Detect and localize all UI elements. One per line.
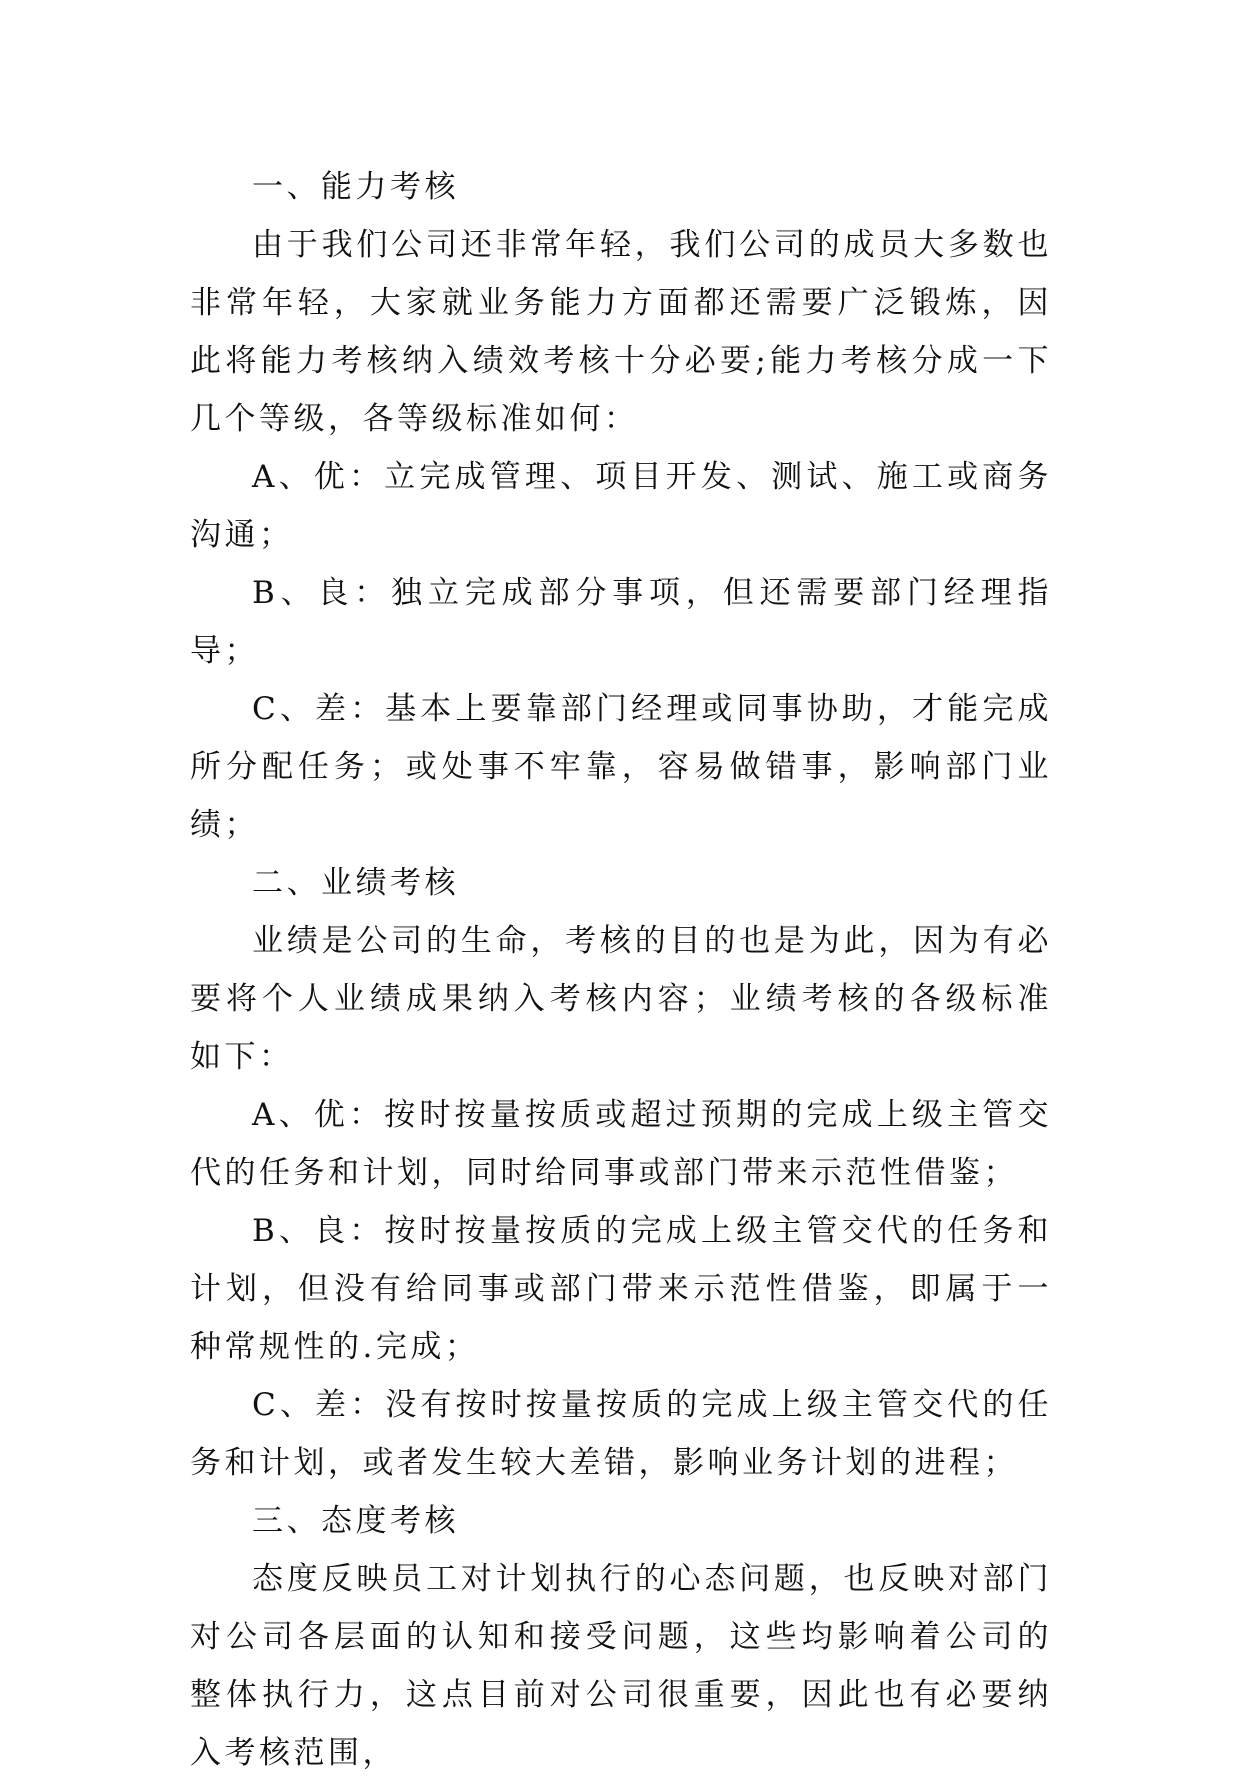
paragraph-performance-intro: 业绩是公司的生命，考核的目的也是为此，因为有必要将个人业绩成果纳入考核内容；业绩考核的各级标准如下：	[190, 923, 1052, 1075]
paragraph-ability-grade-a: A、优：立完成管理、项目开发、测试、施工或商务沟通；	[190, 459, 1052, 553]
section-heading-performance: 二、业绩考核	[252, 865, 459, 901]
paragraph-performance-grade-b: B、良：按时按量按质的完成上级主管交代的任务和计划，但没有给同事或部门带来示范性借鉴，即属于一种常规性的.完成；	[190, 1213, 1052, 1365]
paragraph-performance-grade-c: C、差：没有按时按量按质的完成上级主管交代的任务和计划，或者发生较大差错，影响业务计划的进程；	[190, 1387, 1052, 1481]
paragraph-performance-grade-a: A、优：按时按量按质或超过预期的完成上级主管交代的任务和计划，同时给同事或部门带来示范性借鉴；	[190, 1097, 1052, 1191]
paragraph-ability-grade-c: C、差：基本上要靠部门经理或同事协助，才能完成所分配任务；或处事不牢靠，容易做错事，影响部门业绩；	[190, 691, 1052, 843]
paragraph-attitude-intro: 态度反映员工对计划执行的心态问题，也反映对部门对公司各层面的认知和接受问题，这些均影响着公司的整体执行力，这点目前对公司很重要，因此也有必要纳入考核范围，	[190, 1561, 1052, 1771]
section-heading-ability: 一、能力考核	[252, 169, 459, 205]
document-body	[190, 158, 1052, 1782]
paragraph-ability-intro: 由于我们公司还非常年轻，我们公司的成员大多数也非常年轻，大家就业务能力方面都还需要广泛锻炼，因此将能力考核纳入绩效考核十分必要;能力考核分成一下几个等级，各等级标准如何：	[190, 227, 1052, 437]
section-heading-attitude: 三、态度考核	[252, 1503, 459, 1539]
paragraph-ability-grade-b: B、良：独立完成部分事项，但还需要部门经理指导；	[190, 575, 1052, 669]
